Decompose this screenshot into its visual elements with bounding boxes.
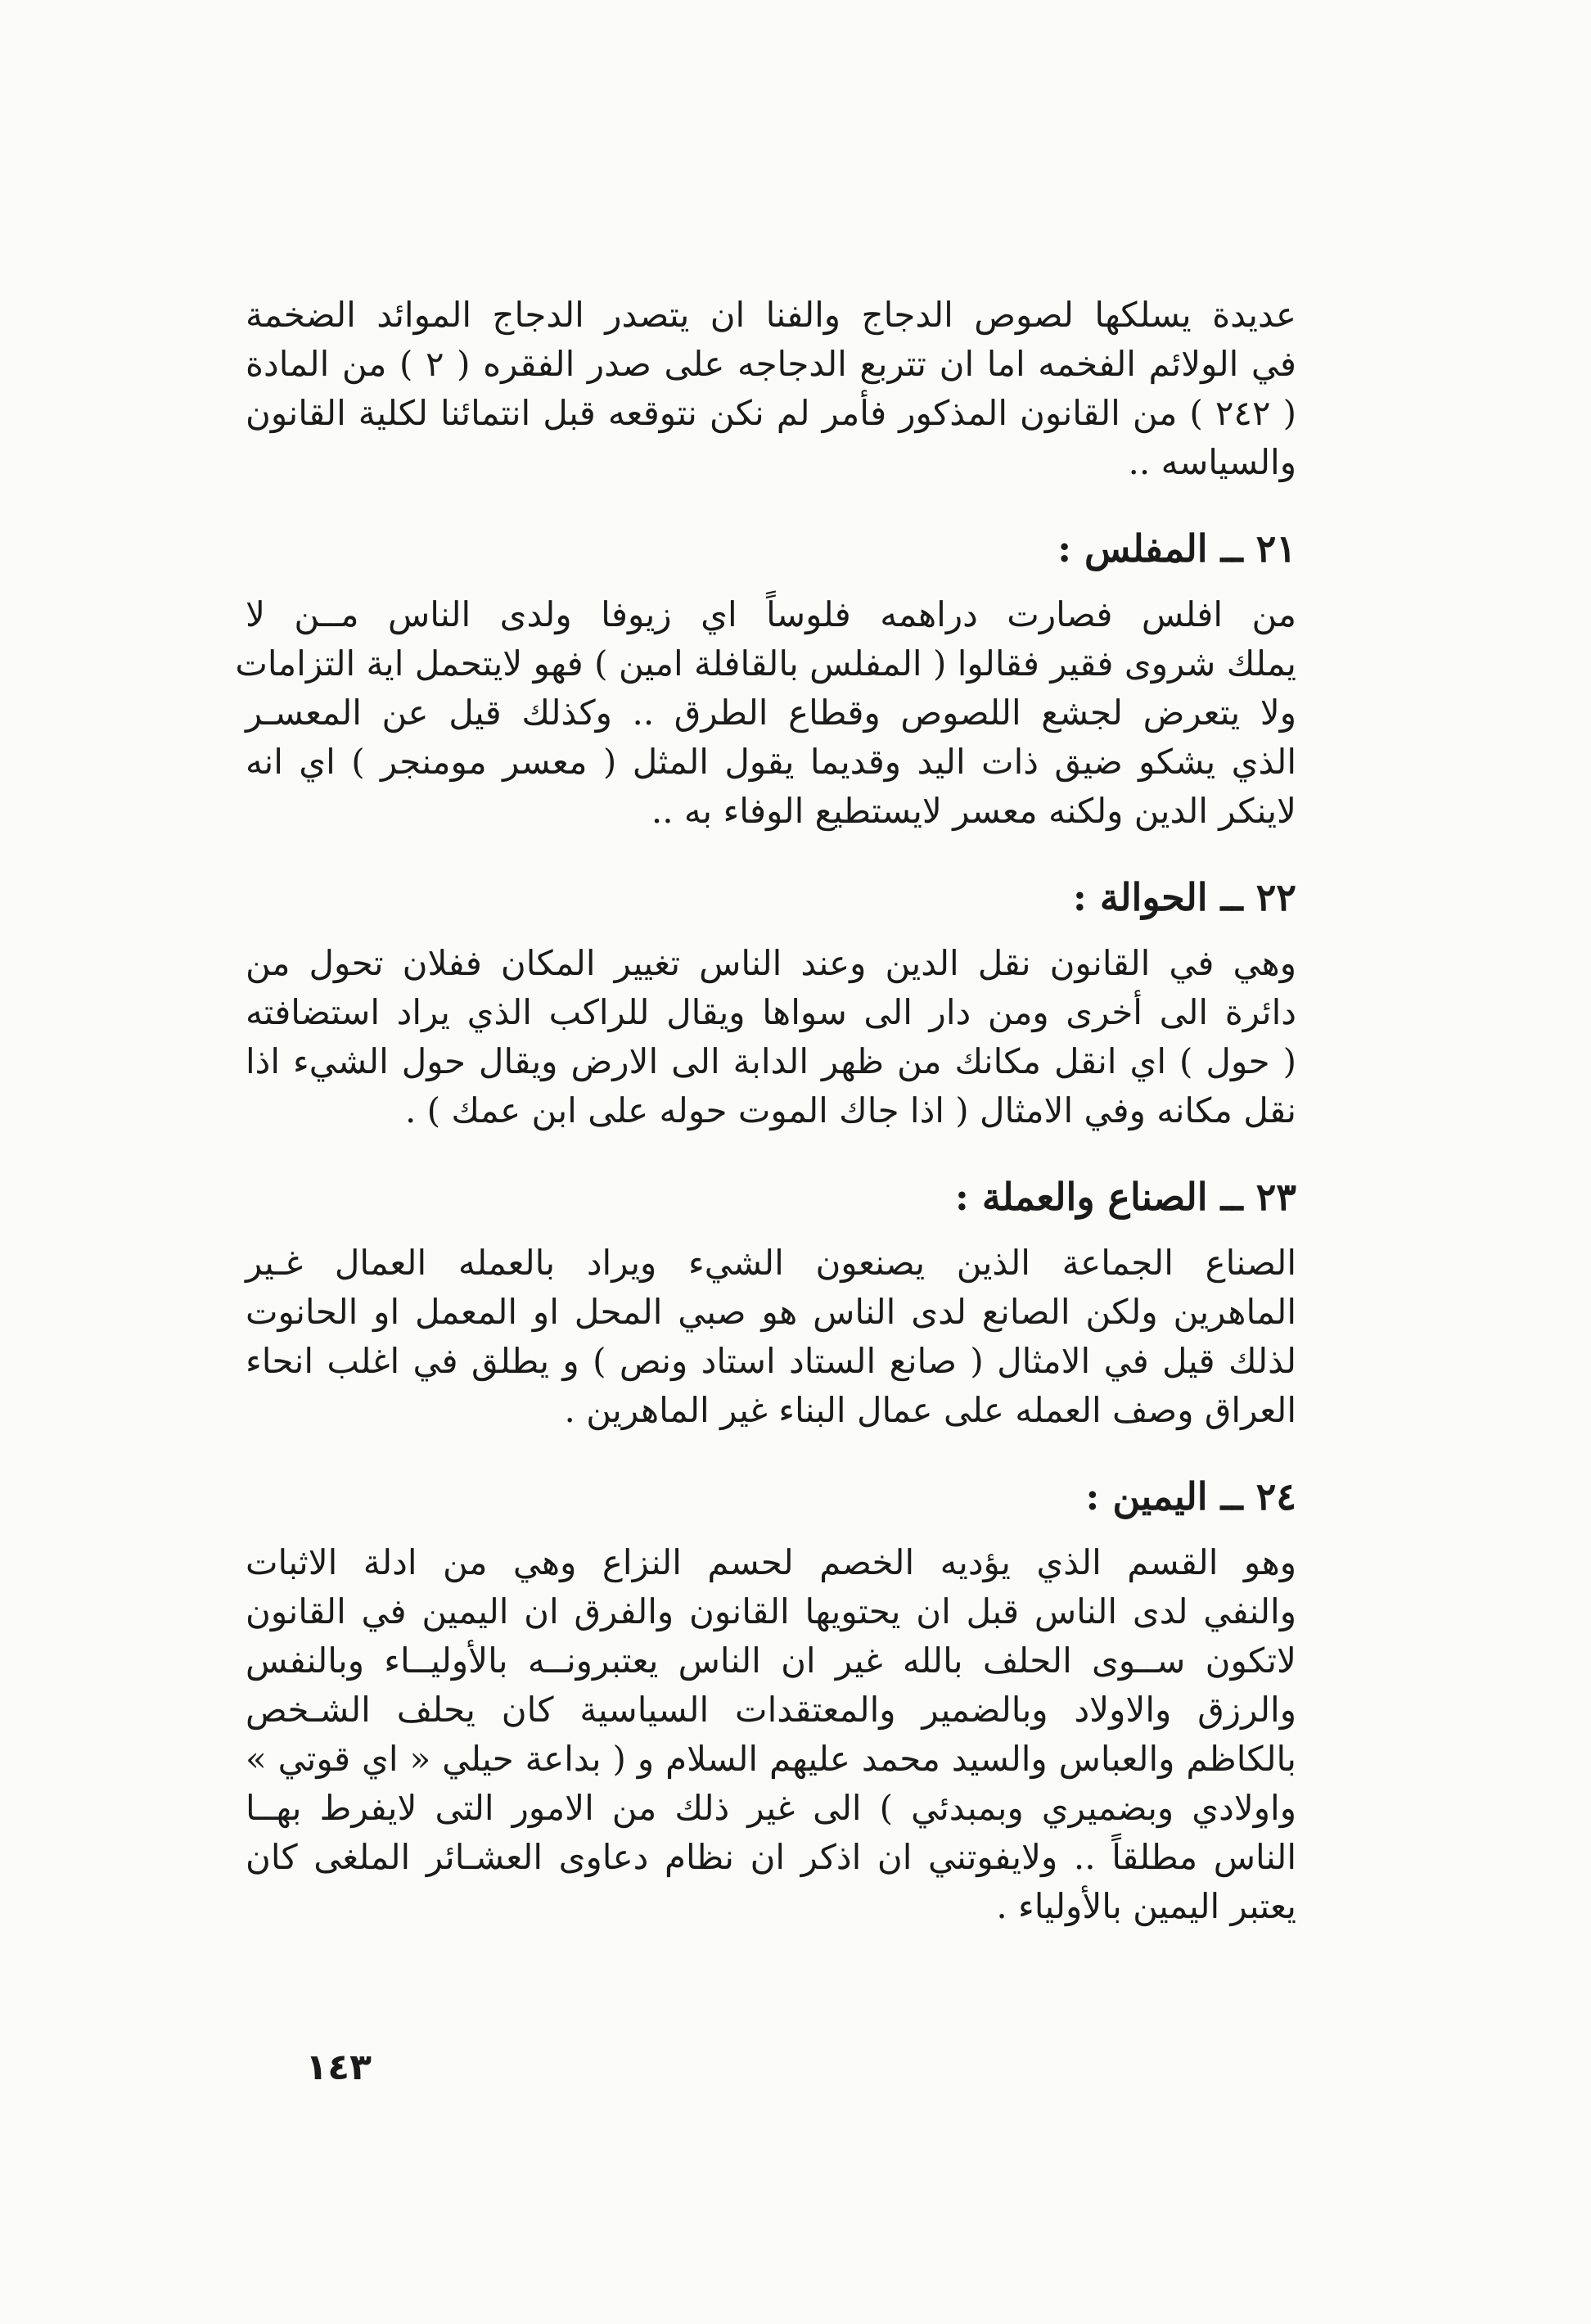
text-line: لاينكر الدين ولكنه معسر لايستطيع الوفاء به .. bbox=[651, 791, 1296, 831]
text-line: لذلك قيل في الامثال ( صانع الستاد استاد ونص ) و يطلق في اغلب انحاء bbox=[246, 1341, 1296, 1381]
text-line: يملك شروى فقير فقالوا ( المفلس بالقافلة امين ) فهو لايتحمل اية التزامات bbox=[235, 643, 1296, 684]
section-heading-alsunna: ٢٣ ــ الصناع والعملة : bbox=[954, 1175, 1296, 1219]
section-paragraph-almuflis bbox=[235, 590, 1296, 836]
section-heading-alyamin: ٢٤ ــ اليمين : bbox=[1085, 1474, 1296, 1518]
text-line: العراق وصف العمله على عمال البناء غير الماهرين . bbox=[564, 1390, 1296, 1430]
text-line: لاتكون ســوى الحلف بالله غير ان الناس يعتبرونــه بالأوليــاء وبالنفس bbox=[246, 1640, 1296, 1681]
section-heading-alhawala: ٢٢ ــ الحوالة : bbox=[1072, 875, 1296, 919]
text-line: الصناع الجماعة الذين يصنعون الشيء ويراد بالعمله العمال غـير bbox=[246, 1243, 1296, 1283]
text-line: عديدة يسلكها لصوص الدجاج والفنا ان يتصدر الدجاج الموائد الضخمة bbox=[246, 295, 1296, 335]
text-line: دائرة الى أخرى ومن دار الى سواها ويقال للراكب الذي يراد استضافته bbox=[246, 992, 1296, 1032]
text-line: واولادي وبضميري وبمبدئي ) الى غير ذلك من الامور التى لايفرط بهــا bbox=[246, 1788, 1296, 1828]
text-line: الذي يشكو ضيق ذات اليد وقديما يقول المثل ( معسر مومنجر ) اي انه bbox=[246, 742, 1296, 782]
page-number: ١٤٣ bbox=[305, 2046, 372, 2088]
text-line: الناس مطلقاً .. ولايفوتني ان اذكر ان نظام دعاوى العشـائر الملغى كان bbox=[246, 1837, 1296, 1877]
text-line: ولا يتعرض لجشع اللصوص وقطاع الطرق .. وكذلك قيل عن المعسـر bbox=[246, 693, 1296, 733]
text-line: وهو القسم الذي يؤديه الخصم لحسم النزاع وهي من ادلة الاثبات bbox=[246, 1542, 1296, 1582]
page-content bbox=[235, 291, 1296, 1931]
text-line: والرزق والاولاد وبالضمير والمعتقدات السياسية كان يحلف الشـخص bbox=[246, 1690, 1296, 1730]
text-line: في الولائم الفخمه اما ان تتربع الدجاجه على صدر الفقره ( ٢ ) من المادة bbox=[246, 344, 1296, 384]
text-line: الماهرين ولكن الصانع لدى الناس هو صبي المحل او المعمل او الحانوت bbox=[246, 1292, 1296, 1332]
text-line: والسياسه .. bbox=[1128, 442, 1296, 482]
section-paragraph-alhawala bbox=[246, 939, 1296, 1135]
text-line: يعتبر اليمين بالأولياء . bbox=[996, 1886, 1296, 1926]
text-line: وهي في القانون نقل الدين وعند الناس تغيير المكان ففلان تحول من bbox=[246, 943, 1296, 983]
text-line: من افلس فصارت دراهمه فلوساً اي زيوفا ولدى الناس مــن لا bbox=[246, 594, 1296, 634]
intro-paragraph bbox=[246, 291, 1296, 487]
section-paragraph-alyamin bbox=[246, 1538, 1296, 1931]
text-line: ( ٢٤٢ ) من القانون المذكور فأمر لم نكن نتوقعه قبل انتمائنا لكلية القانون bbox=[246, 393, 1296, 433]
text-line: بالكاظم والعباس والسيد محمد عليهم السلام و ( بداعة حيلي « اي قوتي » bbox=[246, 1739, 1296, 1779]
section-paragraph-alsunna bbox=[246, 1239, 1296, 1435]
text-line: نقل مكانه وفي الامثال ( اذا جاك الموت حوله على ابن عمك ) . bbox=[404, 1090, 1296, 1130]
text-line: ( حول ) اي انقل مكانك من ظهر الدابة الى الارض ويقال حول الشيء اذا bbox=[246, 1041, 1296, 1081]
text-line: والنفي لدى الناس قبل ان يحتويها القانون والفرق ان اليمين في القانون bbox=[246, 1591, 1296, 1631]
section-heading-almuflis: ٢١ ــ المفلس : bbox=[1057, 526, 1296, 571]
